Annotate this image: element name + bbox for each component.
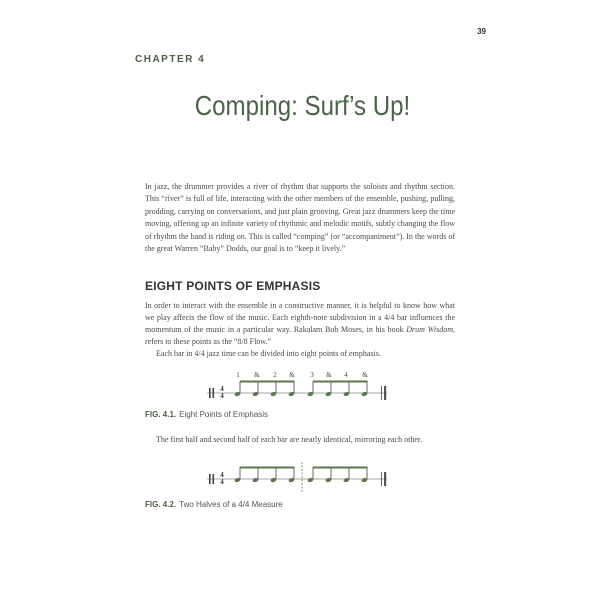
- note-group-2: [307, 381, 368, 397]
- percussion-clef: [209, 474, 211, 484]
- intro-paragraph: In jazz, the drummer provides a river of rhythm that supports the soloists and rhythm section. This “river” is full of life, interacting with the other members of the ensemble, pushing, pulling, prodding, carrying on conversations, and just plain grooving. Great jazz drummers keep the time moving, offering up an infinite variety of rhythmic and melodic motifs, subtly changing the flow of rhythm the band is riding on. This is called “comping” (or “accompaniment”). In the words of the great Warren “Baby” Dodds, our goal is to “keep it lively.”: [145, 182, 455, 254]
- mirror-paragraph: The first half and second half of each bar are nearly identical, mirroring each other.: [156, 435, 423, 444]
- time-signature-top: 4: [220, 385, 224, 393]
- count-and-1: &: [254, 371, 260, 379]
- book-title: Drum Wisdom: [406, 325, 453, 334]
- time-signature-top: 4: [220, 471, 224, 479]
- body-paragraph: [145, 300, 455, 348]
- figure-4-2-caption-text: Two Halves of a 4/4 Measure: [179, 500, 283, 509]
- note-group-1: [234, 467, 295, 483]
- count-3: 3: [310, 371, 314, 379]
- chapter-title: Comping: Surf’s Up!: [194, 90, 411, 121]
- page-number: 39: [477, 27, 486, 36]
- note-group-1: [234, 381, 295, 397]
- count-1: 1: [236, 371, 240, 379]
- percussion-clef: [209, 388, 211, 398]
- figure-4-2-number: FIG. 4.2.: [145, 500, 177, 509]
- points-paragraph: Each bar in 4/4 jazz time can be divided into eight points of emphasis.: [156, 349, 381, 358]
- time-signature-bottom: 4: [220, 392, 224, 400]
- figure-4-1-notation: [195, 366, 405, 416]
- figure-4-1-caption-text: Eight Points of Emphasis: [179, 410, 269, 419]
- figure-4-1-number: FIG. 4.1.: [145, 410, 177, 419]
- body-paragraph-part1: In order to interact with the ensemble in a constructive manner, it is helpful to know how what we play affects the flow of the music. Each eighth-note subdivision in a 4/4 bar influences the momentum of the music in a particular way. Rakalam Bob Moses, in his book: [145, 301, 455, 334]
- count-2: 2: [273, 371, 277, 379]
- figure-4-2-caption: [145, 500, 283, 509]
- count-and-3: &: [326, 371, 332, 379]
- count-4: 4: [344, 371, 348, 379]
- count-and-2: &: [289, 371, 295, 379]
- count-and-4: &: [362, 371, 368, 379]
- note-group-2: [307, 467, 368, 483]
- chapter-label: CHAPTER 4: [135, 54, 206, 65]
- figure-4-1-caption: [145, 410, 268, 419]
- time-signature-bottom: 4: [220, 478, 224, 486]
- figure-4-2-notation: [195, 456, 405, 506]
- body-paragraph-part2: , refers to these points as the “8/8 Flow.”: [145, 325, 455, 346]
- final-barline: [381, 386, 382, 400]
- section-heading: EIGHT POINTS OF EMPHASIS: [145, 279, 321, 293]
- final-barline: [381, 472, 382, 486]
